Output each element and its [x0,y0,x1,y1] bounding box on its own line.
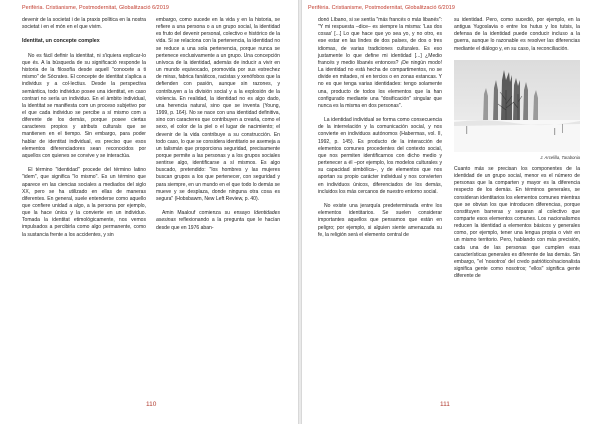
caption-text: J. Arcelilla, Tarabonia [540,154,580,160]
book-title: Identidades asesinas [156,210,280,224]
paragraph: No es fàcil definir la identitat, ni s'iquiera explicar-lo que és. A la búsqueda de su significació responde la historia de la filosofía desde aquell "conocete a ti mismo" de Sócrates. El concepte de identitat s'aplica a individus y a col·lectius. Desde la perspectiva semàntica, todo individuo posee una identitat, en caso contrari no sería un individuo. En el àmbito individual, la identitat se manifiesta com un proceso subjetivo por el que cada individuo se percibe a sí mismo com a diferente de los demás, porque posee ciertas caracteres propios y atributs culturals que se mantienen en el tiempo. Sin embargo, para poder hablar de identitat individual, es preciso que esos elementos diferenciadores sean reconocidos por aquellos con quienes se convive y se interactúa. [22,52,146,159]
snowy-landscape-photo [454,60,580,152]
paragraph: Cuanto más se precisan los componentes de la identidad de un grupo social, menor es el número de personas que la comparten y mayor es la diferencia respecto de los demás. En términos generales, se consideran identitarios los elementos comunes mientras que se obvian los que introducen diferencias, porque constituyen barreras y separan al colectivo que comparte esos elementos comunes. Los nacionalismos reducen la identidad a elementos básicos y generales como, por ejemplo, tener una lengua propia o vivir en un mismo territorio. Pero, hablando con más precisión, cada una de las personas que cumplen esas características generales es diferente de las demás. Sin embargo, "el 'nosotros' del credo patriótico/nacionalista significa gente como nosotros; "ellos" significa gente diferente de [454,165,580,280]
running-head: Perifèria. Cristianisme, Postmodernitat, Globalització 6/2019 [22,5,169,11]
text-column [454,17,580,288]
paragraph: embargo, como sucede en la vida y en la historia, se refiere a una persona o a un grupo social, la identidad es fruto del devenir personal, colectivo e histórico de la vida. Si se relaciona con la pertenencia, la identidad no se reduce a una sola pertenencia, porque nunca se pertenece exclusivamente a un grupo. Una concepción unívoca de la identidad, además de inducir a vivir en un mundo equivocado, promovida por sus estrechez de miras, fabrica fanáticos, racistas y xenófobos que la defienden con pasión, aunque sin razones, y contribuyen a la división social y a la explosión de la violencia. En realidad, la identidad no es algo dado, una herencia natural, sino que se inventa (Young, 1999, p. 164). No se nace con una identidad definitiva, sino con caracteres que contribuyen a crearla, como el sexo, el color de la piel o el lugar de nacimiento; el devenir de la vida contribuye a su construcción. En todo caso, lo que se considera identitario se asemeja a un talismán que proporciona seguridad, precisamente porque permite a las personas y a los grupos sociales sentirse algo, identificarse a sí mismos. Es algo buscado, pretendido: "los hombres y las mujeres buscan grupos a los que pertenecer, con seguridad y para siempre, en un mundo en el que todo lo demás se mueve y se desplaza, donde ninguna otra cosa es segura" (Hobsbawm, New Left Review, p. 40). [156,17,280,202]
text-column [318,17,442,246]
paragraph [156,210,280,231]
page-number: 111 [440,401,450,408]
page-number: 110 [146,401,157,408]
section-heading: Identitat, un concepte complex [22,38,100,45]
text-column [156,17,280,239]
paragraph-text: reflexionando a la pregunta que le hacían desde que en 1976 aban- [156,217,280,231]
paragraph: su identidad. Pero, como sucedió, por ejemplo, en la antigua Yugoslavia o entre los hutus y los tutsis, la defensa de la identidad puede conducir incluso a la guerra, aunque lo razonable es resolver las diferencias mediante el diálogo y, en su caso, la reconciliación. [454,17,580,52]
paragraph: devenir de la societat i de la praxis política en la nostra societat i en el món en el que vivim. [22,17,146,31]
paragraph: El término "identidad" procede del término latino "idem", que significa "lo mismo". Es un término que aparece en las ciencias sociales a mediados del siglo XX, pero se ha utilizado en ellas de maneras diferentes. En general, suele entenderse como aquello que confiere unidad a algo, a la persona por ejemplo, que la hace única y la convierte en un individuo. Tomada la identitat etimológicamente, nos vemos impulsados a percibirla como algo permanente, como la sustancia frente a los accidentes, y sin [22,167,146,238]
right-page [302,0,600,424]
paragraph: donó Líbano, si se sentía "más francés o más libanés": "Y mi respuesta –dice– es siempre la misma: 'Las dos cosas' [...] Lo que hace que yo sea yo, y no otro, es ese estar en las lindes de dos países, de dos o tres idiomas, de varias tradiciones culturales. Es eso justamente lo que define mi identidad [...] ¿Medio francés y medio libanés entonces? ¡De ningún modo! La identidad no está hecha de compartimentos, no se divide en mitades, ni en tercios o en zonas estancas. Y no es que tenga varias identidades: tengo solamente una, producto de todos los elementos que la han configurado mediante una "dosificación" singular que nunca es la misma en dos personas". [318,17,442,109]
paragraph-text: Amin Maalouf comienza su ensayo [162,210,254,217]
left-page [0,0,298,424]
running-head: Perifèria. Cristianisme, Postmodernitat, Globalització 6/2019 [308,5,455,11]
text-column [22,17,146,246]
photo-caption [454,155,580,161]
paragraph: La identidad individual se forma como consecuencia de la interrelación y la comunicación social, y nos convierte en individuos autónomos (Habermas, vol. II, 1992, p. 145). Es producto de la interacción de elementos comunes procedentes del contexto social, que nos permiten identificarnos con dicho medio y pertenecer a él –por ejemplo, los modelos culturales y su capacidad simbólica–, y de elementos que nos aportan su propio carácter individual y nos convierten en individuos únicos, diferenciados de los demás, incluidos los más cercanos de nuestro entorno social. [318,117,442,195]
paragraph: No existe una jerarquía predeterminada entre los elementos identitarios. Se suelen considerar importantes aquellos que pensamos que están en peligro; por ejemplo, si alguien siente amenazada su fe, la religión será el elemento central de [318,203,442,238]
